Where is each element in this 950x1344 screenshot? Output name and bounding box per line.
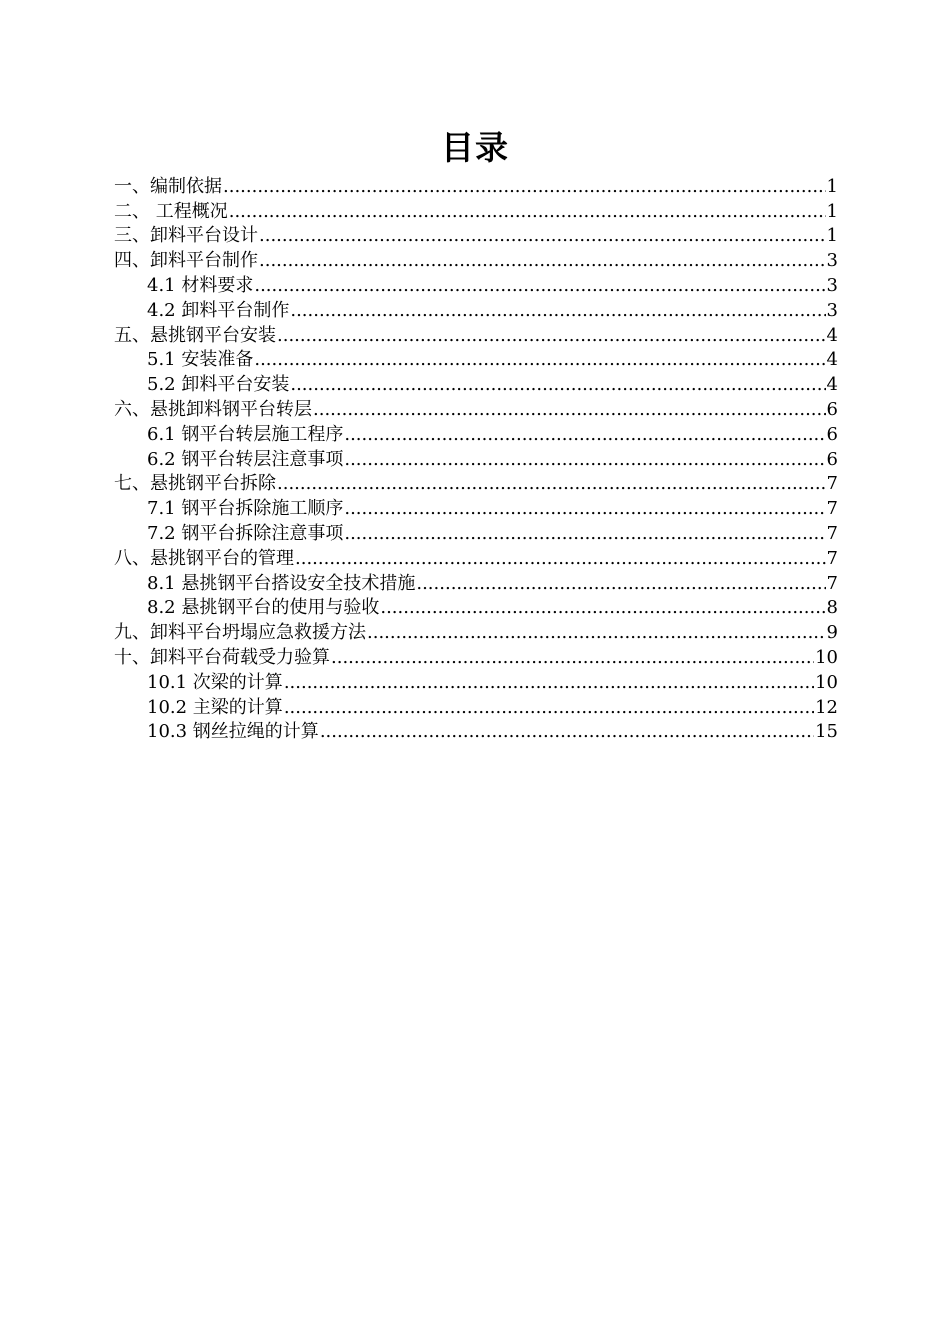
toc-entry-title: 六、悬挑卸料钢平台转层 [114,398,312,420]
toc-page-number: 7 [826,498,838,520]
toc-entry-title: 7.2 钢平台拆除注意事项 [147,522,344,544]
toc-entry-title: 十、卸料平台荷载受力验算 [114,646,330,668]
toc-page-number: 12 [815,696,838,718]
toc-entry-title: 七、悬挑钢平台拆除 [114,473,276,495]
toc-dot-leader [277,472,826,496]
toc-entry[interactable] [114,620,838,645]
toc-dot-leader [313,398,826,422]
toc-dot-leader [229,200,826,224]
toc-dot-leader [254,274,825,298]
toc-entry[interactable] [114,720,838,745]
toc-dot-leader [284,696,814,720]
toc-dot-leader [367,621,826,645]
toc-entry-title: 五、悬挑钢平台安装 [114,324,276,346]
toc-entry[interactable] [114,174,838,199]
toc-entry-title: 5.1 安装准备 [147,349,254,371]
toc-dot-leader [320,720,814,744]
toc-entry-title: 四、卸料平台制作 [114,250,258,272]
toc-entry-title: 4.2 卸料平台制作 [147,299,290,321]
toc-dot-leader [259,249,826,273]
toc-dot-leader [277,324,826,348]
toc-dot-leader [295,547,826,571]
toc-entry[interactable] [114,546,838,571]
toc-page-number: 1 [826,225,838,247]
toc-dot-leader [290,373,825,397]
toc-entry[interactable] [114,472,838,497]
toc-page-number: 7 [826,473,838,495]
page-title: 目录 [441,128,509,167]
toc-entry[interactable] [114,199,838,224]
toc-dot-leader [254,348,825,372]
toc-page-number: 10 [815,671,838,693]
toc-dot-leader [223,175,826,199]
toc-entry[interactable] [114,348,838,373]
toc-entry[interactable] [114,521,838,546]
toc-entry-title: 一、编制依据 [114,175,222,197]
toc-page-number: 1 [826,175,838,197]
toc-entry-title: 7.1 钢平台拆除施工顺序 [147,498,344,520]
toc-page-number: 3 [826,250,838,272]
toc-entry[interactable] [114,670,838,695]
toc-entry[interactable] [114,596,838,621]
toc-page-number: 7 [826,572,838,594]
toc-dot-leader [344,497,825,521]
toc-page-number: 7 [826,522,838,544]
toc-page-number: 7 [826,547,838,569]
toc-dot-leader [284,671,814,695]
toc-entry[interactable] [114,496,838,521]
toc-entry-title: 6.2 钢平台转层注意事项 [147,448,344,470]
toc-page-number: 15 [815,721,838,743]
toc-entry-title: 4.1 材料要求 [147,274,254,296]
toc-page-number: 4 [826,374,838,396]
toc-dot-leader [259,224,826,248]
toc-page-number: 3 [826,274,838,296]
toc-entry[interactable] [114,571,838,596]
toc-entry-title: 5.2 卸料平台安装 [147,374,290,396]
toc-entry-title: 10.2 主梁的计算 [147,696,283,718]
toc-entry-title: 6.1 钢平台转层施工程序 [147,423,344,445]
toc-page-number: 1 [826,200,838,222]
toc-page-number: 4 [826,349,838,371]
toc-entry[interactable] [114,273,838,298]
toc-dot-leader [380,596,825,620]
toc-dot-leader [290,299,825,323]
toc-entry-title: 10.3 钢丝拉绳的计算 [147,721,319,743]
toc-page-number: 6 [826,398,838,420]
toc-page-number: 3 [826,299,838,321]
toc-dot-leader [344,423,825,447]
toc-dot-leader [344,522,825,546]
toc-entry-title: 三、卸料平台设计 [114,225,258,247]
toc-entry[interactable] [114,248,838,273]
toc-entry[interactable] [114,695,838,720]
toc-entry[interactable] [114,372,838,397]
toc-entry-title: 二、 工程概况 [114,200,228,222]
toc-entry[interactable] [114,298,838,323]
toc-entry[interactable] [114,323,838,348]
toc-entry[interactable] [114,224,838,249]
toc-entry[interactable] [114,422,838,447]
toc-entry-title: 8.2 悬挑钢平台的使用与验收 [147,597,380,619]
toc-entry[interactable] [114,447,838,472]
toc-entry[interactable] [114,645,838,670]
toc-page-number: 6 [826,448,838,470]
toc-entry-title: 八、悬挑钢平台的管理 [114,547,294,569]
toc-page-number: 6 [826,423,838,445]
toc-entry-title: 10.1 次梁的计算 [147,671,283,693]
toc-page-number: 8 [826,597,838,619]
toc-page-number: 4 [826,324,838,346]
table-of-contents [114,174,838,744]
toc-entry-title: 九、卸料平台坍塌应急救援方法 [114,622,366,644]
toc-page-number: 9 [826,622,838,644]
toc-dot-leader [416,572,825,596]
toc-dot-leader [344,448,825,472]
toc-entry[interactable] [114,397,838,422]
toc-entry-title: 8.1 悬挑钢平台搭设安全技术措施 [147,572,416,594]
toc-page-number: 10 [815,646,838,668]
toc-dot-leader [331,646,814,670]
